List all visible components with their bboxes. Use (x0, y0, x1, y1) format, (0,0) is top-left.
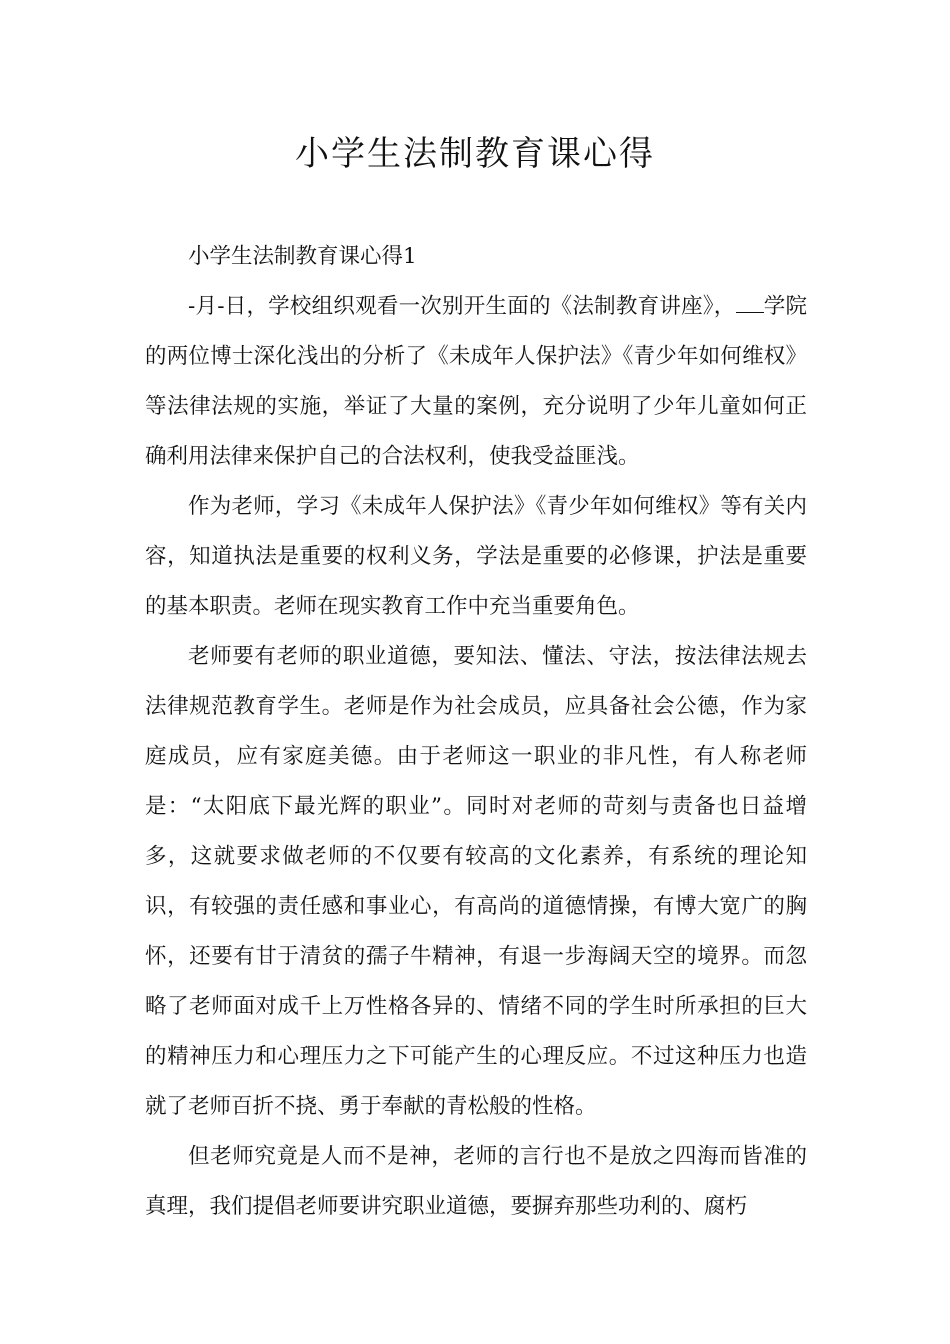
document-body (145, 232, 807, 1232)
paragraph-1 (145, 282, 807, 482)
document-title: 小学生法制教育课心得 (295, 134, 655, 174)
paragraph-1-text-b: 学院的两位博士深化浅出的分析了《未成年人保护法》《青少年如何维权》等法律法规的实施，举证了大量的案例，充分说明了少年儿童如何正确利用法律来保护自己的合法权利，使我受益匪浅。 (145, 294, 807, 469)
paragraph-2: 作为老师，学习《未成年人保护法》《青少年如何维权》等有关内容，知道执法是重要的权利义务，学法是重要的必修课，护法是重要的基本职责。老师在现实教育工作中充当重要角色。 (145, 494, 807, 619)
section-heading: 小学生法制教育课心得1 (188, 244, 417, 269)
paragraph-4: 但老师究竟是人而不是神，老师的言行也不是放之四海而皆准的真理，我们提倡老师要讲究职业道德，要摒弃那些功利的、腐朽 (145, 1144, 807, 1219)
fill-in-blank (736, 300, 764, 313)
paragraph-3: 老师要有老师的职业道德，要知法、懂法、守法，按法律法规去法律规范教育学生。老师是作为社会成员，应具备社会公德，作为家庭成员，应有家庭美德。由于老师这一职业的非凡性，有人称老师是：“太阳底下最光辉的职业”。同时对老师的苛刻与责备也日益增多，这就要求做老师的不仅要有较高的文化素养，有系统的理论知识，有较强的责任感和事业心，有高尚的道德情操，有博大宽广的胸怀，还要有甘于清贫的孺子牛精神，有退一步海阔天空的境界。而忽略了老师面对成千上万性格各异的、情绪不同的学生时所承担的巨大的精神压力和心理压力之下可能产生的心理反应。不过这种压力也造就了老师百折不挠、勇于奉献的青松般的性格。 (145, 644, 807, 1119)
paragraph-1-text-a: -月-日，学校组织观看一次别开生面的《法制教育讲座》， (188, 294, 736, 319)
